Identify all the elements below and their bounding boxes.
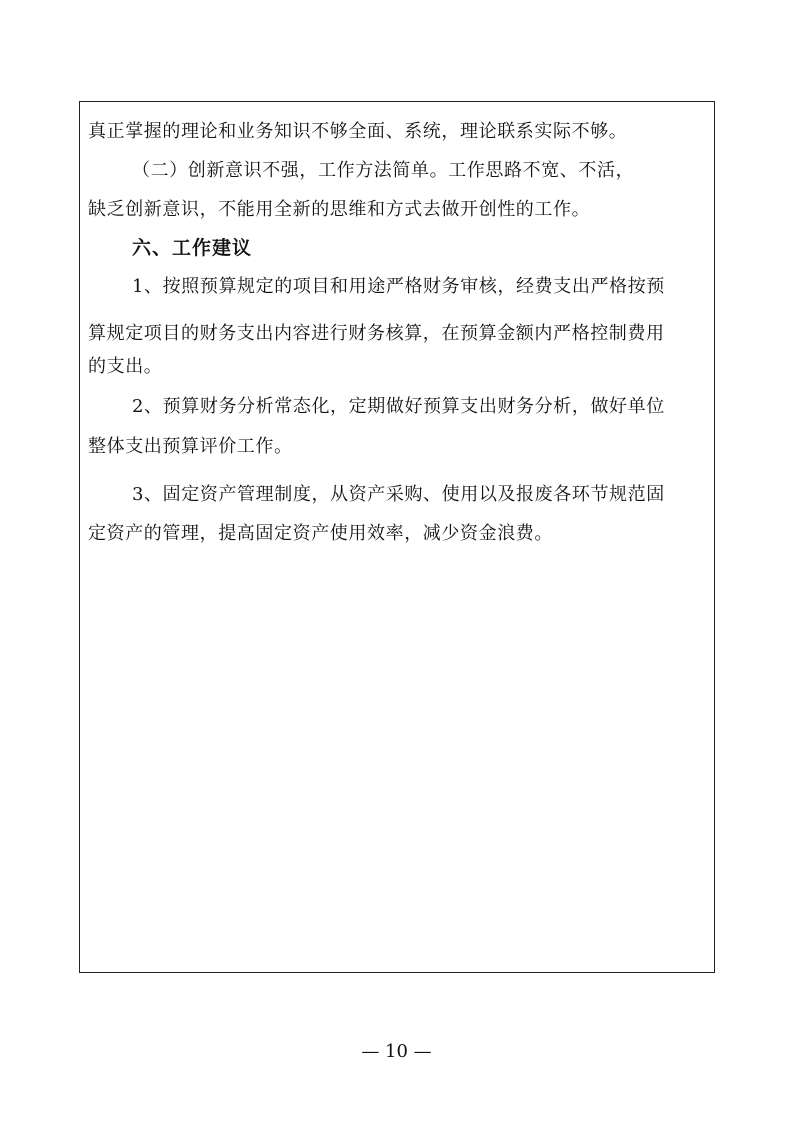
paragraph-line: （二）创新意识不强，工作方法简单。工作思路不宽、不活， xyxy=(132,160,635,181)
paragraph-line: 定资产的管理，提高固定资产使用效率，减少资金浪费。 xyxy=(88,523,553,544)
document-frame xyxy=(79,101,715,973)
paragraph-line: 1、按照预算规定的项目和用途严格财务审核，经费支出严格按预 xyxy=(132,276,665,297)
section-heading: 六、工作建议 xyxy=(132,237,253,259)
paragraph-line: 缺乏创新意识，不能用全新的思维和方式去做开创性的工作。 xyxy=(88,199,591,220)
paragraph-line: 算规定项目的财务支出内容进行财务核算，在预算金额内严格控制费用 xyxy=(88,323,665,344)
paragraph-line: 3、固定资产管理制度，从资产采购、使用以及报废各环节规范固 xyxy=(132,484,665,505)
paragraph-line: 真正掌握的理论和业务知识不够全面、系统，理论联系实际不够。 xyxy=(88,121,628,142)
paragraph-line: 的支出。 xyxy=(88,356,163,377)
paragraph-line: 2、预算财务分析常态化，定期做好预算支出财务分析，做好单位 xyxy=(132,396,665,417)
page-number: — 10 — xyxy=(361,1041,432,1062)
paragraph-line: 整体支出预算评价工作。 xyxy=(88,436,293,457)
